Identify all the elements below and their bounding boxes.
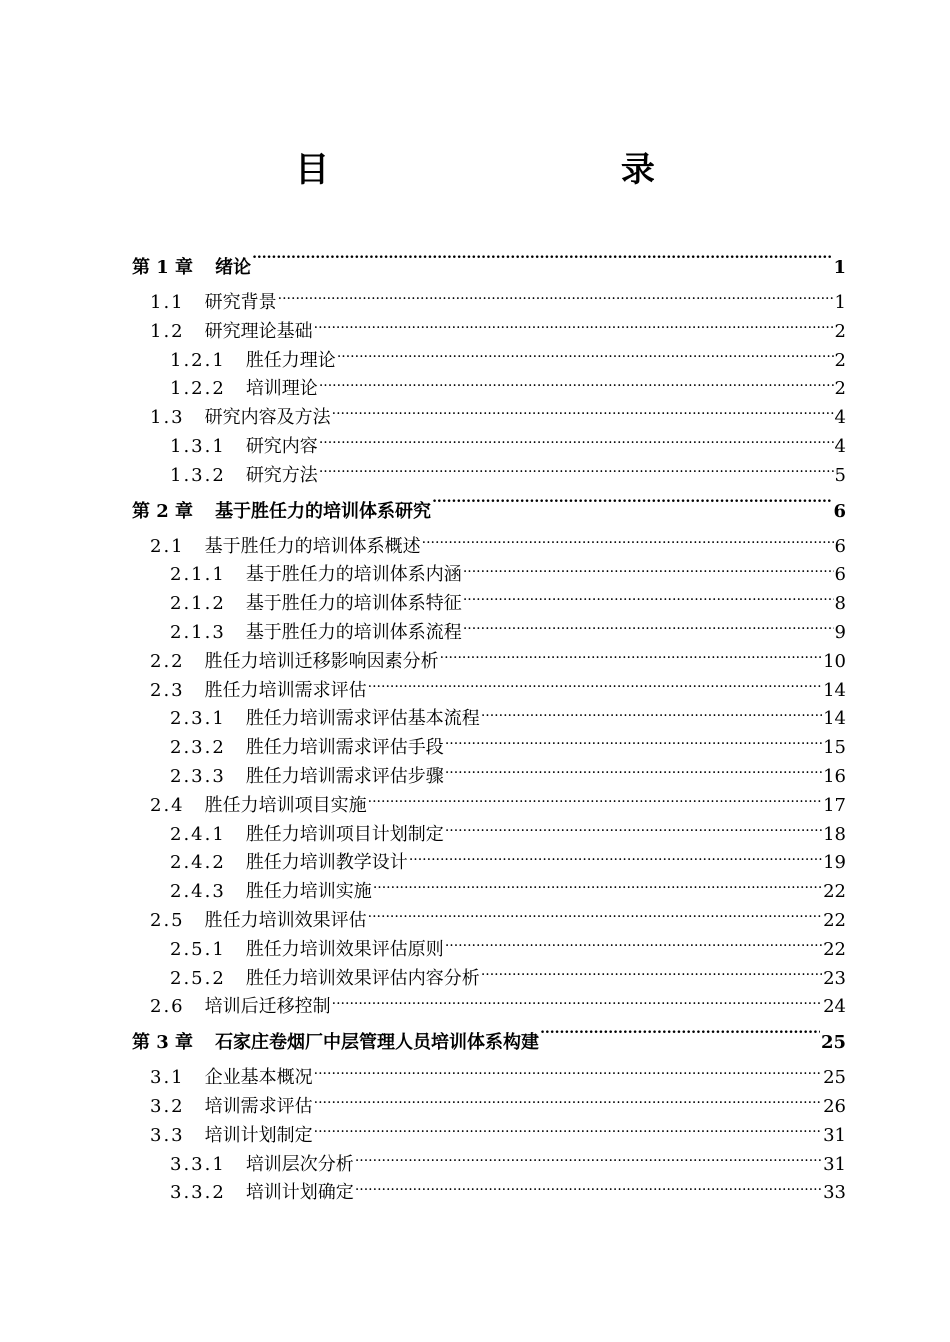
toc-entry-title: 培训后迁移控制 <box>204 996 331 1018</box>
toc-page-number: 23 <box>823 967 846 989</box>
toc-page-number: 15 <box>823 737 846 759</box>
toc-page-number: 16 <box>823 765 846 787</box>
toc-page-number: 6 <box>834 535 846 557</box>
toc-chapter-entry[interactable] <box>132 247 846 289</box>
dot-leader <box>463 562 834 580</box>
toc-page-number: 4 <box>834 407 846 429</box>
dot-leader <box>432 499 832 517</box>
toc-entry-title: 胜任力培训项目实施 <box>204 794 367 816</box>
dot-leader <box>314 1094 822 1112</box>
dot-leader <box>481 706 822 724</box>
toc-entry-number: 2.6 <box>150 996 185 1018</box>
toc-entry-title: 基于胜任力的培训体系概述 <box>204 535 421 557</box>
toc-page-number: 26 <box>823 1095 846 1117</box>
toc-entry-number: 3.3.2 <box>170 1182 226 1204</box>
toc-section-entry[interactable] <box>132 677 846 706</box>
toc-entry-number: 第 3 章 <box>132 1032 194 1054</box>
toc-page-number: 24 <box>823 996 846 1018</box>
toc-section-entry[interactable] <box>132 404 846 433</box>
toc-entry-title: 培训理论 <box>245 378 318 400</box>
toc-page-number: 22 <box>823 881 846 903</box>
toc-entry-number: 3.2 <box>150 1095 185 1117</box>
toc-entry-title: 研究内容 <box>245 435 318 457</box>
toc-page-number: 1 <box>834 292 846 313</box>
toc-page-number: 1 <box>833 257 846 278</box>
table-of-contents <box>132 247 846 1208</box>
toc-section-entry[interactable] <box>132 1151 846 1180</box>
toc-entry-title: 研究背景 <box>204 292 277 313</box>
toc-section-entry[interactable] <box>132 907 846 936</box>
dot-leader <box>314 1065 822 1083</box>
dot-leader <box>337 348 834 366</box>
dot-leader <box>319 376 834 394</box>
toc-page-number: 18 <box>823 823 846 845</box>
toc-section-entry[interactable] <box>132 590 846 619</box>
toc-chapter-entry[interactable] <box>132 1022 846 1064</box>
dot-leader <box>332 994 822 1012</box>
toc-entry-title: 胜任力培训需求评估手段 <box>245 737 444 759</box>
toc-section-entry[interactable] <box>132 648 846 677</box>
toc-section-entry[interactable] <box>132 965 846 994</box>
toc-section-entry[interactable] <box>132 763 846 792</box>
dot-leader <box>445 764 822 782</box>
toc-entry-title: 培训需求评估 <box>204 1095 313 1117</box>
toc-page-number: 19 <box>823 852 846 874</box>
toc-page-number: 10 <box>823 650 846 672</box>
toc-entry-number: 2.4.2 <box>170 852 226 874</box>
toc-entry-title: 胜任力培训需求评估 <box>204 679 367 701</box>
toc-entry-number: 2.3.1 <box>170 708 226 730</box>
toc-entry-number: 2.4.3 <box>170 881 226 903</box>
toc-entry-title: 胜任力理论 <box>245 349 336 371</box>
toc-entry-title: 胜任力培训迁移影响因素分析 <box>204 650 439 672</box>
toc-page-number: 4 <box>834 435 846 457</box>
dot-leader <box>445 822 822 840</box>
dot-leader <box>440 649 822 667</box>
dot-leader <box>278 290 834 308</box>
dot-leader <box>445 937 822 955</box>
toc-entry-title: 胜任力培训教学设计 <box>245 852 408 874</box>
toc-entry-number: 2.2 <box>150 650 185 672</box>
toc-section-entry[interactable] <box>132 821 846 850</box>
toc-page-number: 6 <box>834 564 846 586</box>
toc-entry-title: 基于胜任力的培训体系特征 <box>245 593 462 615</box>
toc-entry-number: 1.3 <box>150 407 185 429</box>
toc-section-entry[interactable] <box>132 289 846 318</box>
toc-entry-number: 第 1 章 <box>132 257 194 278</box>
toc-entry-title: 胜任力培训需求评估步骤 <box>245 765 444 787</box>
toc-section-entry[interactable] <box>132 433 846 462</box>
toc-entry-title: 研究方法 <box>245 464 318 486</box>
toc-entry-number: 3.3 <box>150 1124 185 1146</box>
toc-section-entry[interactable] <box>132 1179 846 1208</box>
toc-entry-title: 绪论 <box>215 257 252 278</box>
toc-section-entry[interactable] <box>132 734 846 763</box>
toc-entry-title: 基于胜任力的培训体系内涵 <box>245 564 462 586</box>
toc-entry-number: 2.1 <box>150 535 185 557</box>
toc-entry-number: 2.4.1 <box>170 823 226 845</box>
toc-section-entry[interactable] <box>132 1064 846 1093</box>
dot-leader <box>445 735 822 753</box>
toc-entry-title: 培训计划确定 <box>245 1182 354 1204</box>
dot-leader <box>355 1180 822 1198</box>
toc-entry-number: 1.2 <box>150 320 185 342</box>
toc-section-entry[interactable] <box>132 936 846 965</box>
toc-page-number: 2 <box>834 349 846 371</box>
toc-page-number: 14 <box>823 708 846 730</box>
dot-leader <box>463 591 834 609</box>
toc-entry-title: 基于胜任力的培训体系研究 <box>215 500 432 522</box>
dot-leader <box>319 434 834 452</box>
dot-leader <box>319 463 834 481</box>
toc-entry-title: 研究理论基础 <box>204 320 313 342</box>
toc-page-number: 25 <box>820 1032 846 1054</box>
dot-leader <box>463 620 834 638</box>
toc-section-entry[interactable] <box>132 533 846 562</box>
dot-leader <box>332 405 834 423</box>
toc-entry-title: 培训计划制定 <box>204 1124 313 1146</box>
toc-entry-number: 1.1 <box>150 292 185 313</box>
toc-page-number: 31 <box>823 1124 846 1146</box>
toc-entry-number: 2.1.2 <box>170 593 226 615</box>
toc-page-number: 22 <box>823 938 846 960</box>
dot-leader <box>481 966 822 984</box>
dot-leader <box>368 908 822 926</box>
toc-page-number: 25 <box>823 1067 846 1089</box>
toc-section-entry[interactable] <box>132 462 846 491</box>
toc-section-entry[interactable] <box>132 347 846 376</box>
toc-entry-number: 2.3.2 <box>170 737 226 759</box>
toc-page-number: 5 <box>834 464 846 486</box>
dot-leader <box>540 1030 820 1048</box>
toc-entry-title: 企业基本概况 <box>204 1067 313 1089</box>
toc-entry-number: 2.1.3 <box>170 621 226 643</box>
toc-page-number: 2 <box>834 378 846 400</box>
toc-page-number: 31 <box>823 1153 846 1175</box>
toc-entry-title: 胜任力培训实施 <box>245 881 372 903</box>
toc-entry-title: 石家庄卷烟厂中层管理人员培训体系构建 <box>215 1032 540 1054</box>
dot-leader <box>368 793 822 811</box>
toc-section-entry[interactable] <box>132 561 846 590</box>
dot-leader <box>252 255 832 273</box>
toc-section-entry[interactable] <box>132 1122 846 1151</box>
toc-entry-number: 1.3.2 <box>170 464 226 486</box>
toc-section-entry[interactable] <box>132 705 846 734</box>
toc-section-entry[interactable] <box>132 878 846 907</box>
toc-entry-number: 3.3.1 <box>170 1153 226 1175</box>
toc-page-number: 8 <box>834 593 846 615</box>
toc-entry-title: 胜任力培训效果评估 <box>204 909 367 931</box>
toc-entry-number: 2.3 <box>150 679 185 701</box>
toc-section-entry[interactable] <box>132 1093 846 1122</box>
dot-leader <box>314 1123 822 1141</box>
toc-entry-number: 2.4 <box>150 794 185 816</box>
toc-section-entry[interactable] <box>132 375 846 404</box>
toc-section-entry[interactable] <box>132 792 846 821</box>
dot-leader <box>355 1152 822 1170</box>
toc-entry-title: 培训层次分析 <box>245 1153 354 1175</box>
dot-leader <box>373 879 822 897</box>
toc-entry-number: 第 2 章 <box>132 500 194 522</box>
toc-page-number: 2 <box>834 320 846 342</box>
toc-entry-number: 2.5.2 <box>170 967 226 989</box>
toc-entry-title: 胜任力培训效果评估内容分析 <box>245 967 480 989</box>
toc-page-number: 17 <box>823 794 846 816</box>
toc-section-entry[interactable] <box>132 993 846 1022</box>
page-title: 目 录 <box>295 150 795 190</box>
toc-entry-number: 1.2.1 <box>170 349 226 371</box>
toc-page-number: 9 <box>834 621 846 643</box>
toc-page-number: 33 <box>823 1182 846 1204</box>
toc-section-entry[interactable] <box>132 849 846 878</box>
toc-page-number: 6 <box>833 500 846 522</box>
dot-leader <box>368 678 822 696</box>
toc-section-entry[interactable] <box>132 318 846 347</box>
toc-entry-number: 2.3.3 <box>170 765 226 787</box>
toc-entry-number: 2.1.1 <box>170 564 226 586</box>
dot-leader <box>409 850 822 868</box>
dot-leader <box>314 319 834 337</box>
toc-entry-number: 1.2.2 <box>170 378 226 400</box>
toc-section-entry[interactable] <box>132 619 846 648</box>
toc-entry-title: 胜任力培训需求评估基本流程 <box>245 708 480 730</box>
dot-leader <box>422 534 834 552</box>
toc-chapter-entry[interactable] <box>132 491 846 533</box>
toc-entry-title: 研究内容及方法 <box>204 407 331 429</box>
toc-entry-title: 胜任力培训项目计划制定 <box>245 823 444 845</box>
toc-page-number: 14 <box>823 679 846 701</box>
toc-page-number: 22 <box>823 909 846 931</box>
toc-entry-number: 2.5.1 <box>170 938 226 960</box>
toc-entry-number: 3.1 <box>150 1067 185 1089</box>
toc-entry-title: 基于胜任力的培训体系流程 <box>245 621 462 643</box>
toc-entry-title: 胜任力培训效果评估原则 <box>245 938 444 960</box>
toc-entry-number: 2.5 <box>150 909 185 931</box>
toc-entry-number: 1.3.1 <box>170 435 226 457</box>
